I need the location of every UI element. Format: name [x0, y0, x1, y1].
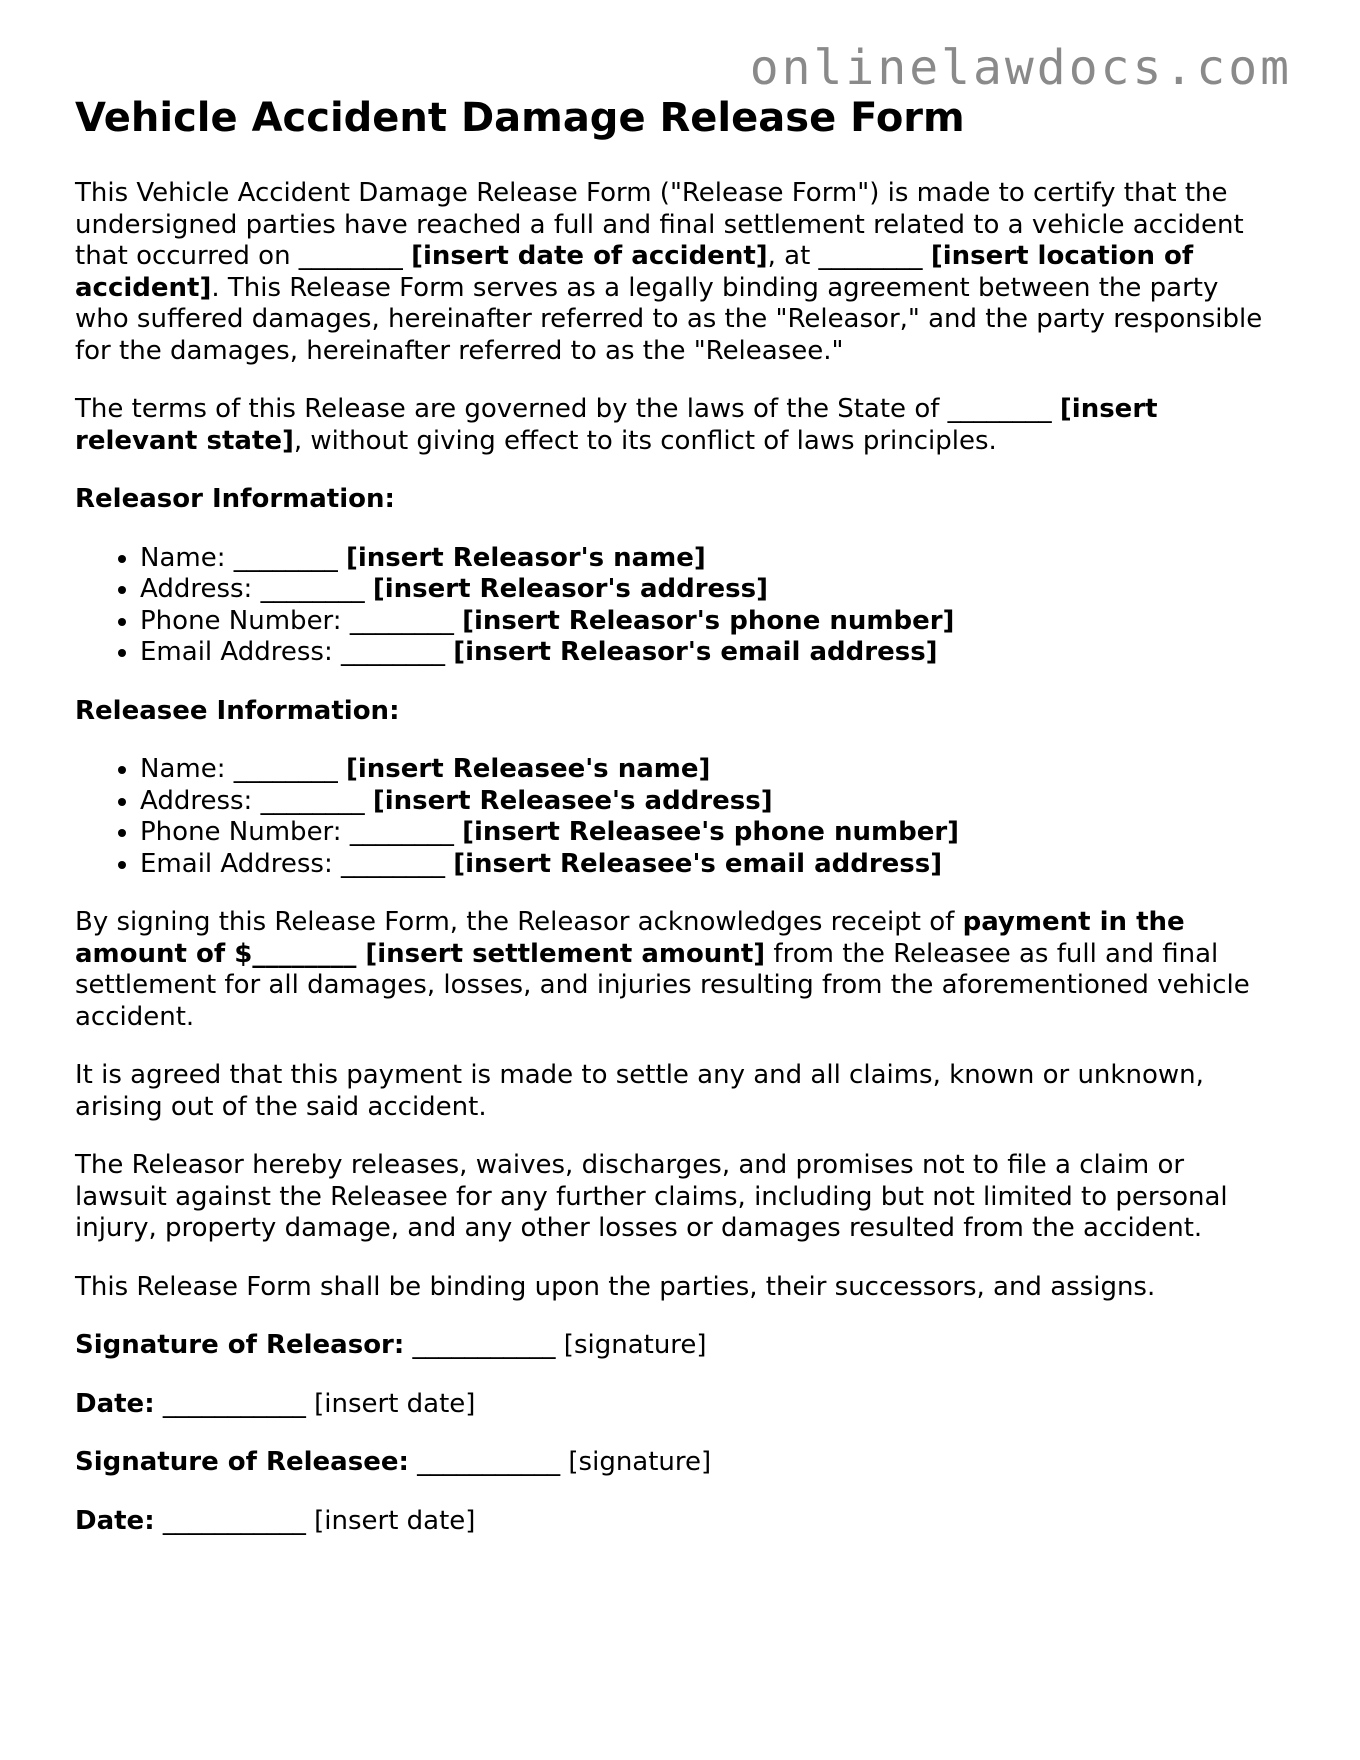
intro-date-placeholder: [insert date of accident]	[411, 241, 768, 271]
item-value: [insert Releasee's phone number]	[462, 817, 960, 847]
item-label: Email Address: ________	[140, 848, 454, 879]
payment-text-1: By signing this Release Form, the Releasor acknowledges receipt of	[75, 907, 963, 937]
item-label: Name: ________	[140, 754, 346, 784]
item-value: [insert Releasor's name]	[346, 542, 706, 573]
item-label: Phone Number: ________	[140, 605, 463, 636]
signature-blank: ___________ [signature]	[404, 1330, 707, 1360]
governing-text-1: The terms of this Release are governed by the laws of the State of ________	[75, 394, 1060, 424]
item-label: Name: ________	[140, 542, 346, 573]
releasor-date-line	[75, 1389, 1275, 1421]
payment-text-2: from the Releasee as full and final settlement for all damages, losses, and injuries resulting from the aforementioned vehicle accident.	[75, 938, 1250, 1032]
item-label: Phone Number: ________	[140, 817, 463, 847]
releasor-signature-line	[75, 1330, 1275, 1362]
item-value: [insert Releasee's address]	[372, 785, 773, 816]
binding-paragraph: This Release Form shall be binding upon the parties, their successors, and assigns.	[75, 1271, 1156, 1302]
signature-label: Signature of Releasor:	[75, 1330, 405, 1360]
releasor-list	[75, 543, 1275, 669]
item-label: Address: ________	[140, 785, 373, 816]
page-title: Vehicle Accident Damage Release Form	[75, 95, 965, 141]
list-item	[140, 606, 1275, 638]
list-item	[140, 543, 1275, 575]
list-item	[140, 637, 1275, 669]
date-blank: ___________ [insert date]	[154, 1388, 476, 1419]
intro-location-placeholder: [insert location of accident]	[75, 241, 1194, 303]
date-blank: ___________ [insert date]	[154, 1505, 476, 1536]
intro-text-3: . This Release Form serves as a legally binding agreement between the party who suffered damages, hereinafter referred to as the "Releasor," and the party responsible for the damages, hereinafter referred to as the "Releasee."	[75, 272, 1263, 366]
list-item	[140, 786, 1275, 818]
item-value: [insert Releasor's address]	[372, 574, 769, 604]
item-label: Email Address: ________	[140, 637, 454, 667]
item-value: [insert Releasor's email address]	[453, 637, 938, 667]
payment-amount-placeholder: payment in the amount of $________ [insert settlement amount]	[75, 907, 1185, 969]
list-item	[140, 574, 1275, 606]
governing-text-2: , without giving effect to its conflict of laws principles.	[293, 425, 997, 456]
list-item	[140, 754, 1275, 786]
releasee-heading: Releasee Information:	[75, 695, 400, 726]
claims-paragraph: It is agreed that this payment is made to settle any and all claims, known or unknown, arising out of the said accident.	[75, 1060, 1204, 1122]
payment-paragraph	[75, 907, 1275, 1033]
date-label: Date:	[75, 1388, 155, 1419]
releasee-signature-line	[75, 1447, 1275, 1479]
waiver-paragraph: The Releasor hereby releases, waives, discharges, and promises not to file a claim or lawsuit against the Releasee for any further claims, including but not limited to personal injury, property damage, and any other losses or damages resulted from the accident.	[75, 1150, 1228, 1243]
signature-blank: ___________ [signature]	[408, 1447, 712, 1477]
releasee-list	[75, 754, 1275, 880]
item-value: [insert Releasee's email address]	[453, 848, 943, 879]
item-value: [insert Releasor's phone number]	[462, 605, 955, 636]
document-page	[75, 94, 1275, 1564]
releasor-heading: Releasor Information:	[75, 484, 395, 514]
item-value: [insert Releasee's name]	[346, 754, 711, 784]
list-item	[140, 849, 1275, 881]
intro-paragraph	[75, 178, 1275, 367]
governing-law-paragraph	[75, 394, 1275, 457]
date-label: Date:	[75, 1505, 155, 1536]
intro-text-2: , at ________	[767, 241, 931, 271]
releasee-date-line	[75, 1506, 1275, 1538]
item-label: Address: ________	[140, 574, 373, 604]
intro-text-1: This Vehicle Accident Damage Release Form ("Release Form") is made to certify that the undersigned parties have reached a full and final settlement related to a vehicle accident that occurred on ________	[75, 178, 1244, 271]
watermark-logo: onlinelawdocs.com	[749, 40, 1292, 96]
list-item	[140, 817, 1275, 849]
governing-state-placeholder: [insert relevant state]	[75, 394, 1158, 456]
signature-label: Signature of Releasee:	[75, 1447, 409, 1477]
